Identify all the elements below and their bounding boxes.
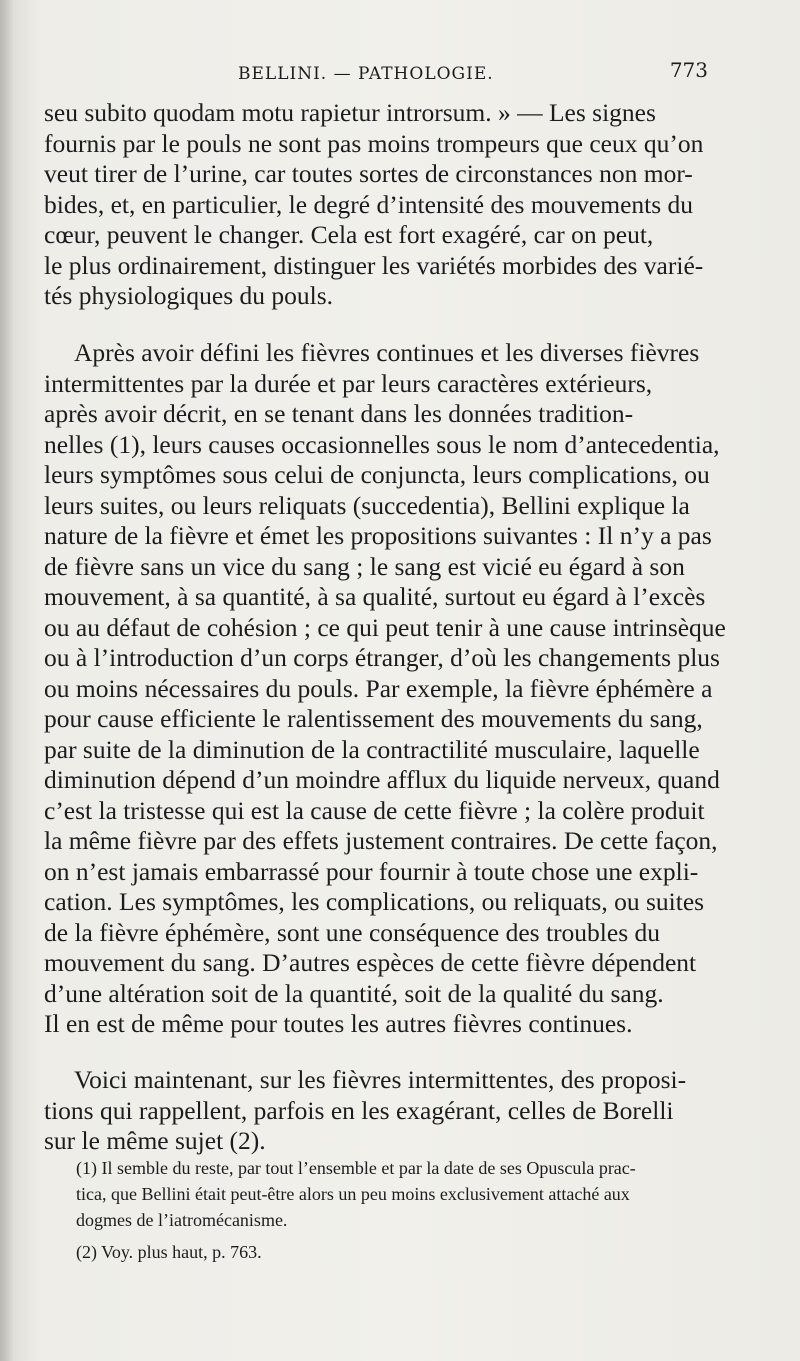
text-line: bides, et, en particulier, le degré d’intensité des mouvements du <box>44 189 694 219</box>
running-head <box>238 58 718 88</box>
text-line: ou au défaut de cohésion ; ce qui peut tenir à une cause intrinsèque <box>44 612 726 642</box>
text-line: nature de la fièvre et émet les propositions suivantes : Il n’y a pas <box>44 521 712 550</box>
text-line: fournis par le pouls ne sont pas moins trompeurs que ceux qu’on <box>44 128 704 158</box>
text-line: mouvement, à sa quantité, à sa qualité, surtout eu égard à l’excès <box>44 582 706 611</box>
text-line: cation. Les symptômes, les complications, ou reliquats, ou suites <box>44 887 705 916</box>
running-title: BELLINI. — PATHOLOGIE. <box>238 64 494 84</box>
text-line: leurs symptômes sous celui de conjuncta, leurs complications, ou <box>44 460 710 489</box>
text-line: de fièvre sans un vice du sang ; le sang est vicié eu égard à son <box>44 551 685 581</box>
text-line: Voici maintenant, sur les fièvres intermittentes, des proposi- <box>74 1065 687 1094</box>
text-line: c’est la tristesse qui est la cause de cette fièvre ; la colère produit <box>44 795 705 825</box>
page-number: 773 <box>669 58 708 82</box>
footnote-line: (2) Voy. plus haut, p. 763. <box>76 1242 262 1262</box>
footnote-line: (1) Il semble du reste, par tout l’ensemble et par la date de ses Opuscula prac- <box>76 1158 636 1178</box>
text-line: Après avoir défini les fièvres continues et les diverses fièvres <box>74 338 700 367</box>
text-line: par suite de la diminution de la contractilité musculaire, laquelle <box>44 734 700 764</box>
text-line: intermittentes par la durée et par leurs caractères extérieurs, <box>44 368 653 398</box>
text-line: tés physiologiques du pouls. <box>44 281 334 310</box>
text-line: on n’est jamais embarrassé pour fournir à toute chose une expli- <box>44 856 699 886</box>
text-line: de la fièvre éphémère, sont une conséquence des troubles du <box>44 917 661 947</box>
text-line: ou moins nécessaires du pouls. Par exemple, la fièvre éphémère a <box>44 673 713 703</box>
text-line: leurs suites, ou leurs reliquats (succedentia), Bellini explique la <box>44 490 690 520</box>
gutter-shadow <box>0 0 14 1361</box>
text-line: nelles (1), leurs causes occasionnelles sous le nom d’antecedentia, <box>44 429 720 459</box>
text-line: la même fièvre par des effets justement contraires. De cette façon, <box>44 826 718 855</box>
text-line: ou à l’introduction d’un corps étranger, d’où les changements plus <box>44 643 720 672</box>
footnote-line: tica, que Bellini était peut-être alors un peu moins exclusivement attaché aux <box>76 1184 630 1204</box>
text-line: veut tirer de l’urine, car toutes sortes de circonstances non mor- <box>44 159 693 188</box>
text-line: mouvement du sang. D’autres espèces de cette fièvre dépendent <box>44 948 697 977</box>
paragraph-3 <box>44 1065 734 1157</box>
text-line: tions qui rappellent, parfois en les exagérant, celles de Borelli <box>44 1095 674 1125</box>
text-line: après avoir décrit, en se tenant dans les données tradition- <box>44 399 634 428</box>
text-line: sur le même sujet (2). <box>44 1126 266 1155</box>
text-line: seu subito quodam motu rapietur introrsum. » — Les signes <box>44 98 656 127</box>
text-line: pour cause efficiente le ralentissement des mouvements du sang, <box>44 704 703 733</box>
footnote-1 <box>76 1155 736 1233</box>
text-line: le plus ordinairement, distinguer les variétés morbides des varié- <box>44 250 704 280</box>
footnote-line: dogmes de l’iatromécanisme. <box>76 1210 288 1230</box>
footnotes <box>76 1155 736 1265</box>
text-line: cœur, peuvent le changer. Cela est fort exagéré, car on peut, <box>44 220 654 249</box>
text-line: Il en est de même pour toutes les autres fièvres continues. <box>44 1009 633 1038</box>
text-line: d’une altération soit de la quantité, soit de la qualité du sang. <box>44 978 664 1008</box>
paragraph-1 <box>44 98 734 312</box>
text-line: diminution dépend d’un moindre afflux du liquide nerveux, quand <box>44 765 720 794</box>
footnote-2 <box>76 1239 736 1265</box>
paragraph-2 <box>44 338 734 1040</box>
